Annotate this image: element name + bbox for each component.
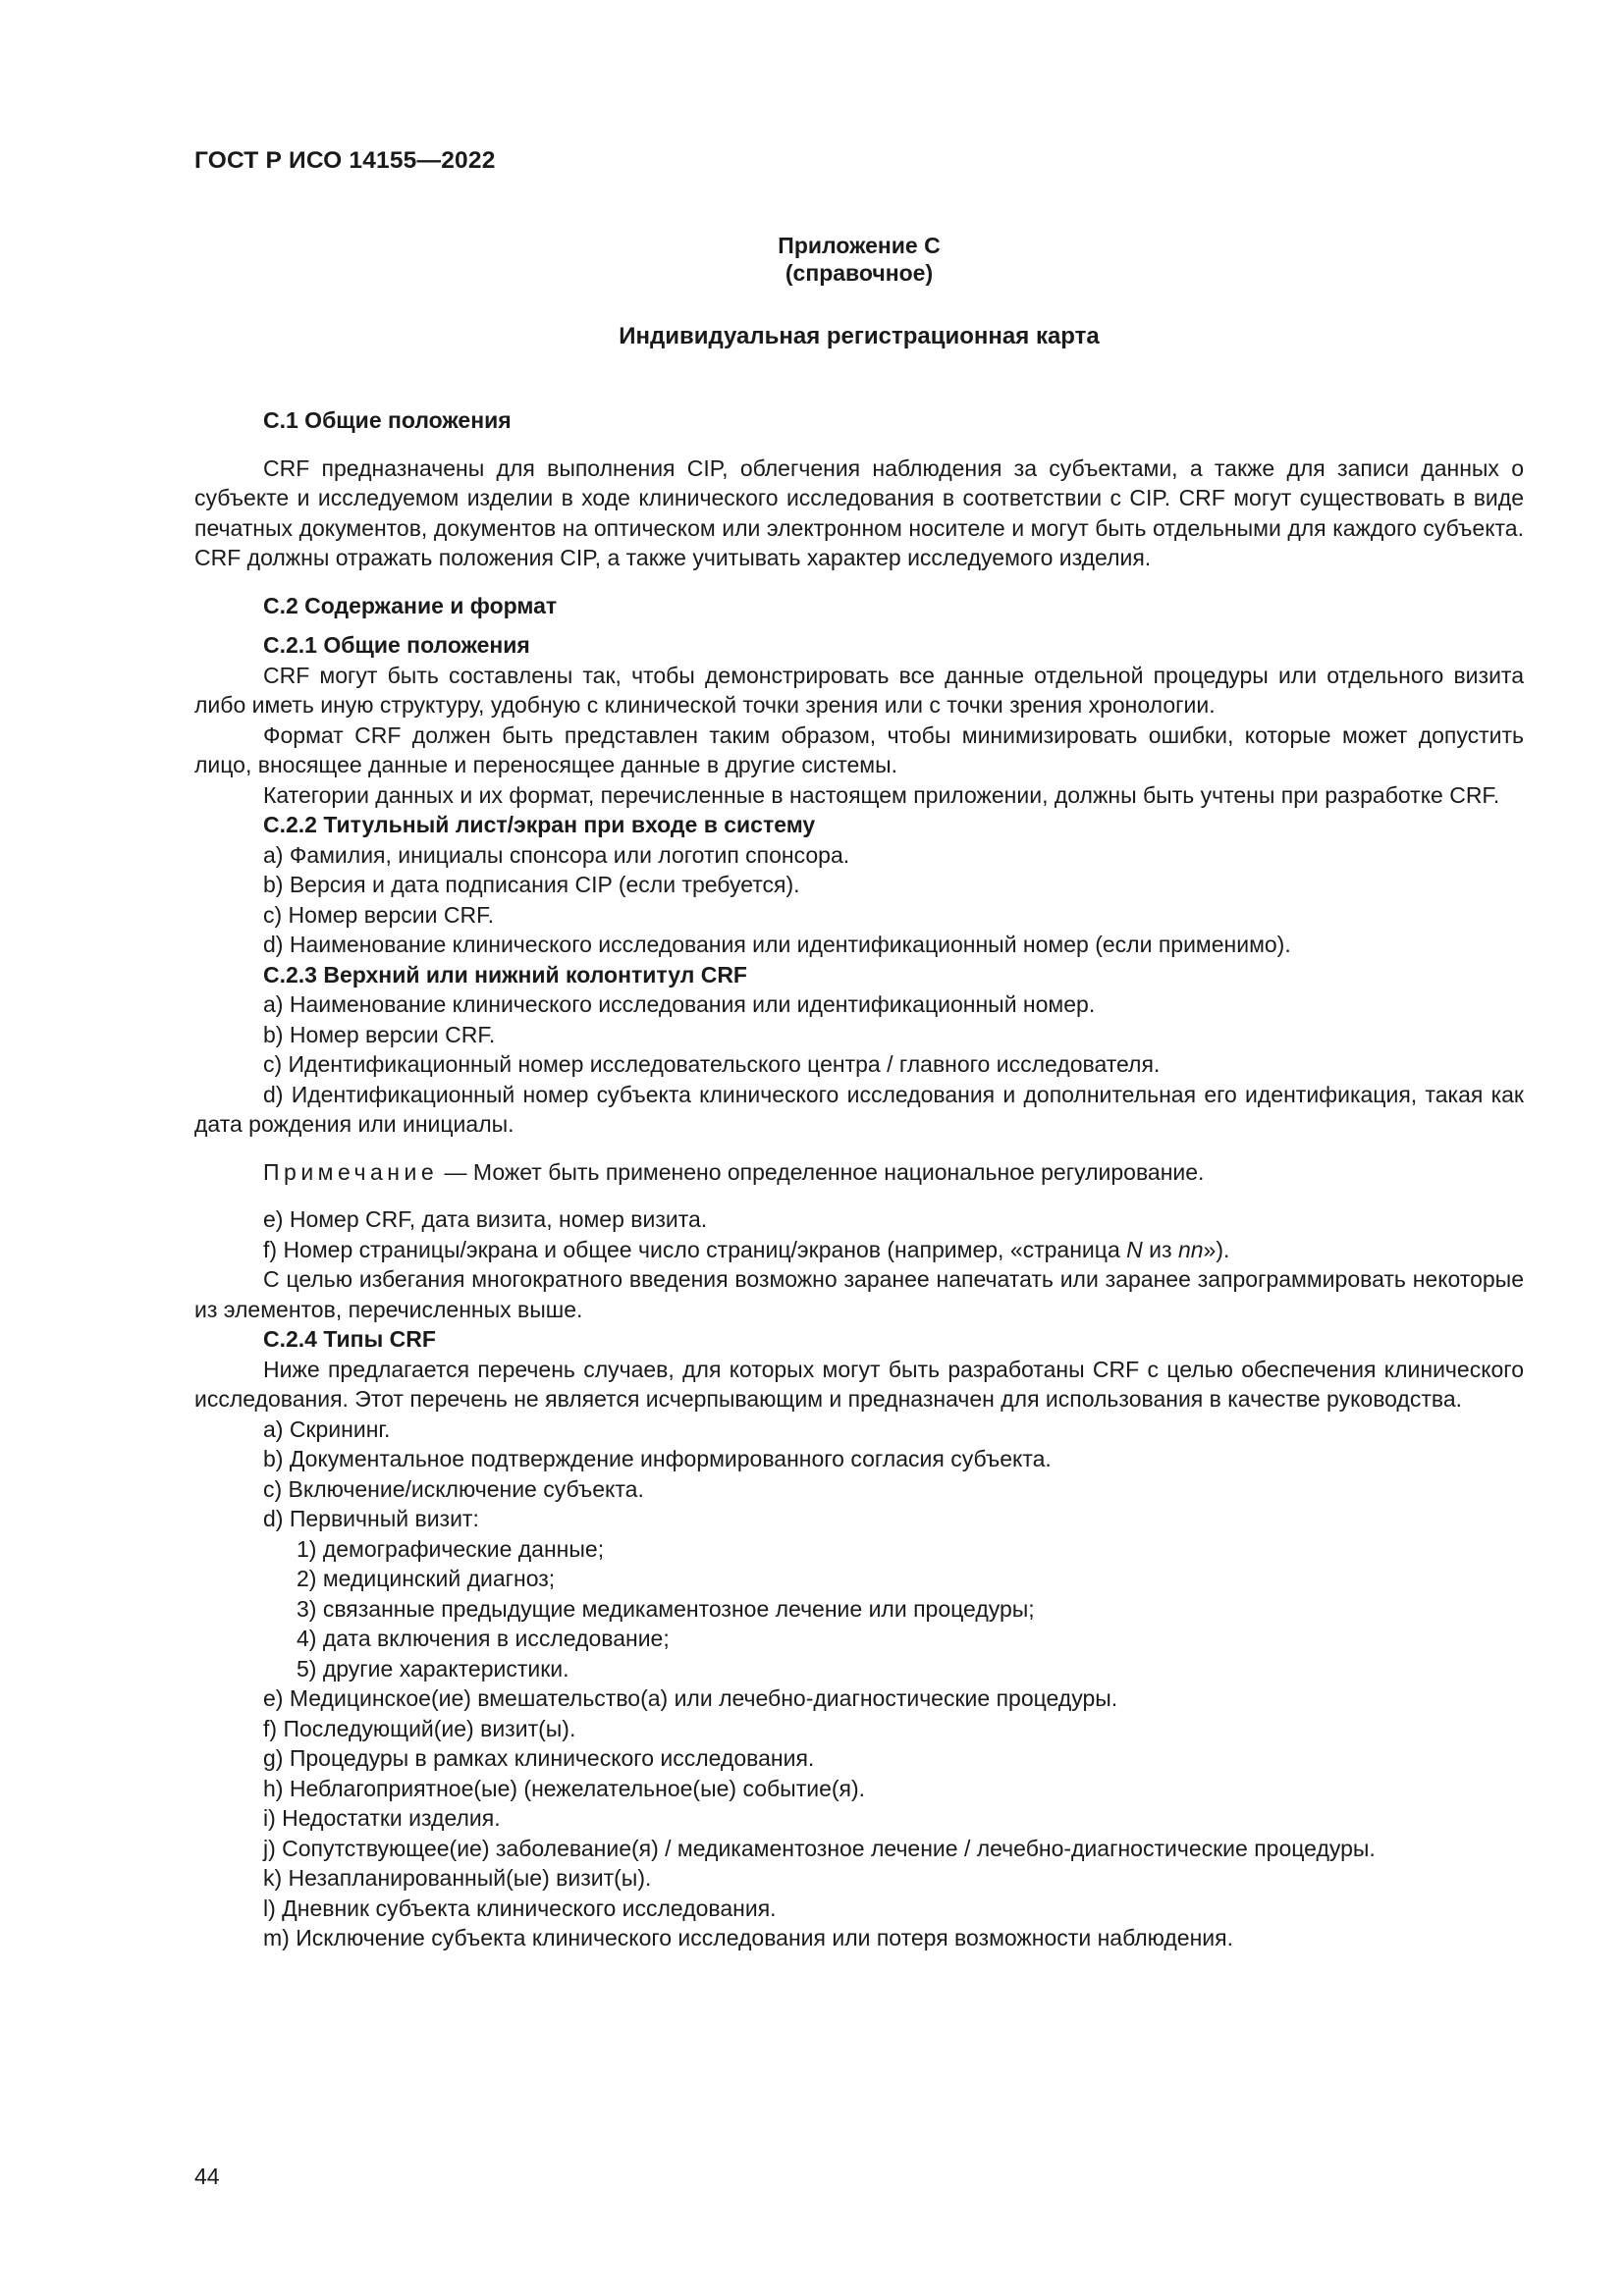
note-label: Примечание: [263, 1158, 439, 1185]
list-item: f) Последующий(ие) визит(ы).: [263, 1715, 576, 1741]
list-item: m) Исключение субъекта клинического исследования или потеря возможности наблюдения.: [263, 1925, 1233, 1950]
paragraph-c24-1: Ниже предлагается перечень случаев, для которых могут быть разработаны CRF с целью обеспечения клинического исследования. Этот перечень не является исчерпывающим и предназначен для использования в качестве руководства.: [194, 1356, 1524, 1412]
list-item: c) Идентификационный номер исследовательского центра / главного исследователя.: [263, 1051, 1161, 1077]
section-heading-c21: С.2.1 Общие положения: [263, 632, 530, 658]
section-heading-c1: С.1 Общие положения: [263, 407, 512, 433]
item-f-mid: из: [1142, 1236, 1178, 1262]
item-f-nn: nn: [1177, 1236, 1204, 1262]
list-item: d) Идентификационный номер субъекта клинического исследования и дополнительная его идентификация, такая как дата рождения или инициалы.: [194, 1081, 1524, 1137]
section-heading-c24: С.2.4 Типы CRF: [263, 1326, 436, 1352]
item-f-text: f) Номер страницы/экрана и общее число страниц/экранов (например, «страница: [263, 1236, 1127, 1262]
list-item: l) Дневник субъекта клинического исследования.: [263, 1895, 777, 1921]
paragraph-c21-3: Категории данных и их формат, перечисленные в настоящем приложении, должны быть учтены при разработке CRF.: [263, 781, 1500, 808]
section-heading-c2: С.2 Содержание и формат: [263, 592, 558, 618]
list-item: a) Скрининг.: [263, 1415, 391, 1442]
sub-list-item: 3) связанные предыдущие медикаментозное лечение или процедуры;: [297, 1595, 1035, 1622]
list-item: b) Номер версии CRF.: [263, 1021, 496, 1047]
list-item: d) Наименование клинического исследования или идентификационный номер (если применимо).: [263, 932, 1291, 957]
list-item: k) Незапланированный(ые) визит(ы).: [263, 1865, 652, 1891]
sub-list-item: 1) демографические данные;: [297, 1535, 605, 1562]
list-item: e) Медицинское(ие) вмешательство(а) или лечебно-диагностические процедуры.: [263, 1685, 1118, 1711]
paragraph-c21-2: Формат CRF должен быть представлен таким образом, чтобы минимизировать ошибки, которые может допустить лицо, вносящее данные и переносящее данные в другие системы.: [194, 721, 1524, 777]
paragraph-c1-1: CRF предназначены для выполнения CIP, облегчения наблюдения за субъектами, а также для записи данных о субъекте и исследуемом изделии в ходе клинического исследования в соответствии с CIP. CRF могут существовать в виде печатных документов, документов на оптическом или электронном носителе и могут быть отдельными для каждого субъекта. CRF должны отражать положения CIP, а также учитывать характер исследуемого изделия.: [194, 454, 1524, 570]
item-f-n: N: [1126, 1236, 1143, 1262]
annex-title: Приложение С: [778, 233, 941, 258]
paragraph-c23-after: С целью избегания многократного введения возможно заранее напечатать или заранее запрограммировать некоторые из элементов, перечисленных выше.: [194, 1266, 1524, 1322]
paragraph-c21-1: CRF могут быть составлены так, чтобы демонстрировать все данные отдельной процедуры или отдельного визита либо иметь иную структуру, удобную с клинической точки зрения или с точки зрения хронологии.: [194, 662, 1524, 718]
section-heading-c23: С.2.3 Верхний или нижний колонтитул CRF: [263, 961, 747, 988]
list-item: h) Неблагоприятное(ые) (нежелательное(ые) событие(я).: [263, 1775, 866, 1801]
list-item: j) Сопутствующее(ие) заболевание(я) / медикаментозное лечение / лечебно-диагностические процедуры.: [263, 1835, 1376, 1861]
note-text: — Может быть применено определенное национальное регулирование.: [438, 1158, 1205, 1185]
sub-list-item: 4) дата включения в исследование;: [297, 1626, 670, 1651]
list-item: b) Документальное подтверждение информированного согласия субъекта.: [263, 1446, 1052, 1471]
note: [194, 1157, 1524, 1188]
sub-list-item: 2) медицинский диагноз;: [297, 1566, 556, 1591]
list-item: d) Первичный визит:: [263, 1506, 479, 1531]
section-heading-c22: С.2.2 Титульный лист/экран при входе в систему: [263, 812, 816, 837]
list-item: e) Номер CRF, дата визита, номер визита.: [263, 1206, 708, 1232]
list-item: a) Фамилия, инициалы спонсора или логотип спонсора.: [263, 841, 850, 868]
page-number: 44: [194, 2163, 220, 2189]
list-item: c) Включение/исключение субъекта.: [263, 1475, 644, 1502]
list-item: [194, 1235, 1524, 1265]
list-item: b) Версия и дата подписания CIP (если требуется).: [263, 872, 800, 897]
list-item: g) Процедуры в рамках клинического исследования.: [263, 1745, 815, 1771]
document-body: [194, 405, 1524, 1953]
sub-list-item: 5) другие характеристики.: [297, 1655, 569, 1682]
list-item: c) Номер версии CRF.: [263, 901, 494, 928]
list-item: a) Наименование клинического исследования или идентификационный номер.: [263, 991, 1096, 1017]
document-title: Индивидуальная регистрационная карта: [619, 323, 1100, 349]
annex-type: (справочное): [785, 260, 934, 286]
list-item: i) Недостатки изделия.: [263, 1805, 501, 1831]
standard-header: ГОСТ Р ИСО 14155—2022: [194, 147, 496, 174]
item-f-post: »).: [1203, 1236, 1230, 1262]
